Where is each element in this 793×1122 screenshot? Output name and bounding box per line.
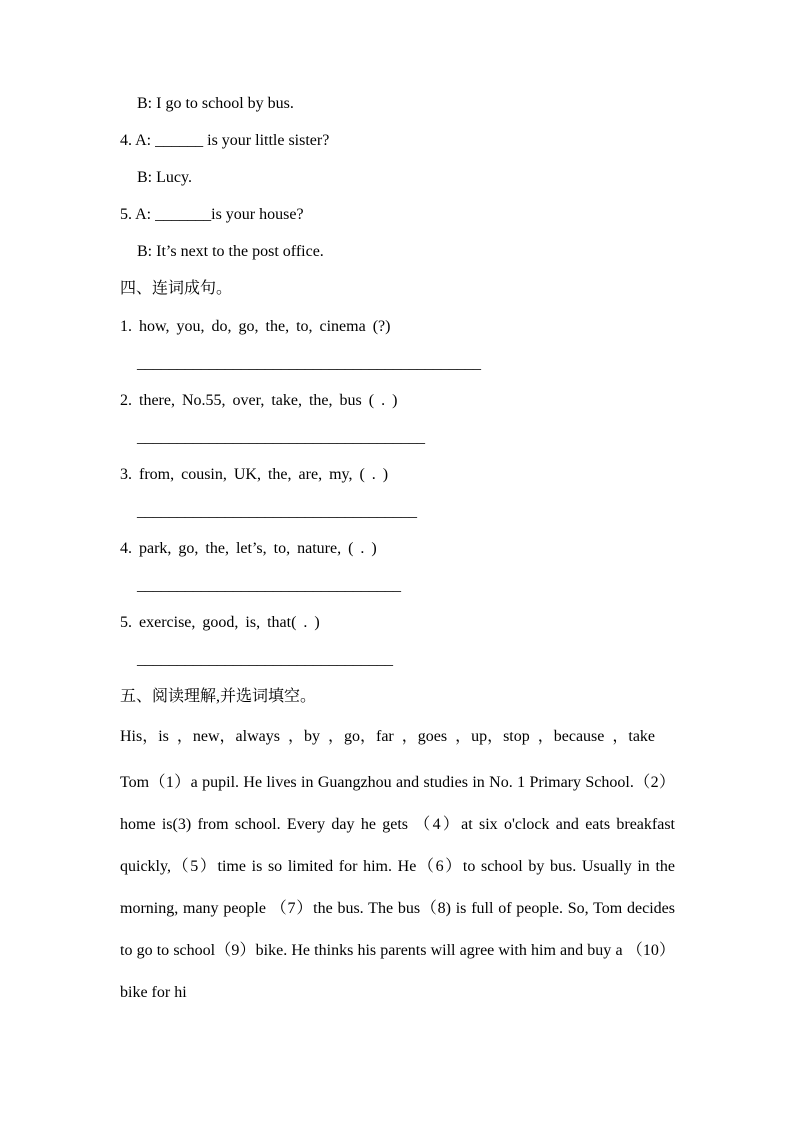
answer-blank: ___________________________________________ (137, 355, 481, 372)
word-order-prompt: 1. how, you, do, go, the, to, cinema (?) (120, 318, 391, 335)
dialogue-line: B: It’s next to the post office. (137, 243, 324, 260)
section-five (120, 716, 675, 1014)
word-order-item (120, 308, 675, 382)
answer-blank: ________________________________ (137, 651, 393, 668)
reading-passage: Tom（1）a pupil. He lives in Guangzhou and studies in No. 1 Primary School.（2）home is(3) from school. Every day he gets （4）at six o'clock and eats breakfast quickly,（5）time is so limited for him. He（6）to school by bus. Usually in the morning, many people （7）the bus. The bus（8) is full of people. So, Tom decides to go to school（9）bike. He thinks his parents will agree with him and buy a （10）bike for hi (120, 774, 675, 1001)
word-bank: His，is ，new，always ，by ，go，far ，goes ，up，stop ，because ，take (120, 728, 656, 745)
answer-blank: ___________________________________ (137, 503, 417, 520)
answer-blank: ____________________________________ (137, 429, 425, 446)
dialogue-line: 5. A: _______is your house? (120, 206, 304, 223)
word-order-item (120, 604, 675, 678)
word-order-prompt: 5. exercise, good, is, that( . ) (120, 614, 320, 631)
section-four-title: 四、连词成句。 (120, 280, 233, 297)
dialogue-line: B: I go to school by bus. (137, 95, 294, 112)
section-four (120, 308, 675, 678)
section-five-title: 五、阅读理解,并选词填空。 (120, 688, 317, 705)
word-order-item (120, 382, 675, 456)
word-order-prompt: 3. from, cousin, UK, the, are, my, ( . ) (120, 466, 389, 483)
dialogue-line: B: Lucy. (137, 169, 192, 186)
dialogue-line: 4. A: ______ is your little sister? (120, 132, 330, 149)
word-order-item (120, 456, 675, 530)
word-order-prompt: 2. there, No.55, over, take, the, bus ( . ) (120, 392, 398, 409)
word-order-item (120, 530, 675, 604)
answer-blank: _________________________________ (137, 577, 401, 594)
word-order-prompt: 4. park, go, the, let’s, to, nature, ( . ) (120, 540, 377, 557)
dialogue-section (120, 85, 675, 270)
